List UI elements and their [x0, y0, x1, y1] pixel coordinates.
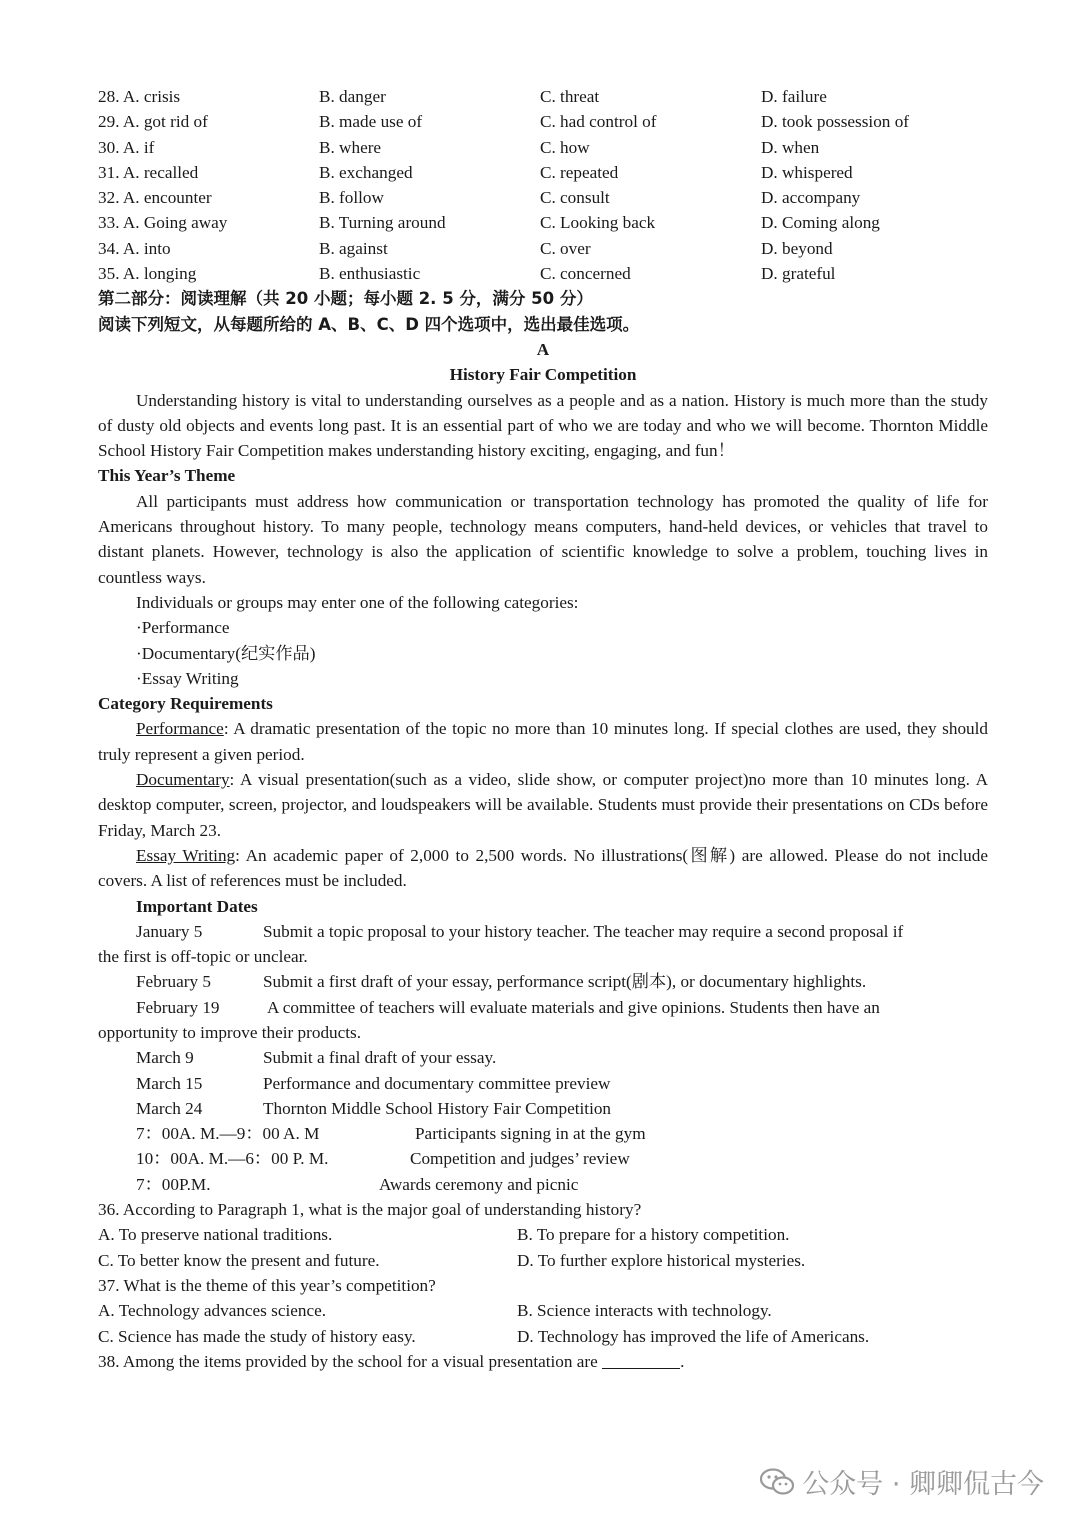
passage-title: History Fair Competition: [449, 365, 637, 385]
date-row: March 24 Thornton Middle School History Fair Competition: [136, 1098, 612, 1118]
date-row: February 19 A committee of teachers will evaluate materials and give opinions. Students then have an: [136, 997, 880, 1017]
option-row: 34. A. into B. against C. over D. beyond: [98, 238, 833, 258]
theme-paragraph: All participants must address how communication or transportation technology has promoted the quality of life for Americans throughout history. To many people, technology means computers, hand-held devices, or vehicles that travel to distant planets. However, technology is also the application of scientific knowledge to solve a problem, touching lives in countless ways.: [98, 491, 988, 587]
answer-option: A. Technology advances science.: [98, 1301, 327, 1321]
date-row: January 5 Submit a topic proposal to your history teacher. The teacher may require a second proposal if: [136, 921, 904, 941]
answer-option: B. Science interacts with technology.: [517, 1301, 772, 1321]
question-37-options: [98, 1324, 988, 1349]
cloze-options: [98, 84, 988, 286]
answer-option: D. To further explore historical mysteries.: [517, 1250, 806, 1270]
question-38-stem: 38. Among the items provided by the school for a visual presentation are .: [98, 1351, 685, 1371]
date-row-cont: opportunity to improve their products.: [98, 1022, 362, 1042]
requirement-essay: Essay Writing: An academic paper of 2,000 to 2,500 words. No illustrations(图解) are allowed. Please do not include covers. A list of references must be included.: [98, 845, 989, 891]
schedule-row: 10：00A. M.—6：00 P. M. Competition and judges’ review: [136, 1149, 630, 1169]
answer-blank: [602, 1351, 680, 1369]
schedule-row: 7：00A. M.—9：00 A. M Participants signing in at the gym: [136, 1124, 646, 1144]
section-instruction: 阅读下列短文，从每题所给的 A、B、C、D 四个选项中，选出最佳选项。: [98, 314, 640, 334]
category-item: ·Essay Writing: [136, 668, 239, 688]
answer-option: C. To better know the present and future.: [98, 1250, 380, 1270]
date-row: March 15 Performance and documentary committee preview: [136, 1073, 611, 1093]
wechat-icon: [760, 1468, 794, 1496]
category-item: ·Performance: [136, 618, 230, 638]
watermark: [760, 1462, 1044, 1501]
date-row: March 9 Submit a final draft of your essay.: [136, 1048, 497, 1068]
watermark-text: 公众号 · 卿卿侃古今: [802, 1469, 1044, 1500]
section-heading: 第二部分：阅读理解（共 20 小题；每小题 2. 5 分，满分 50 分）: [98, 289, 593, 309]
requirement-performance: Performance: A dramatic presentation of the topic no more than 10 minutes long. If special clothes are used, they should truly represent a given period.: [98, 719, 988, 764]
option-row: 30. A. if B. where C. how D. when: [98, 137, 820, 157]
answer-option: C. Science has made the study of history easy.: [98, 1326, 416, 1346]
date-row-cont: the first is off-topic or unclear.: [98, 947, 308, 967]
category-item: ·Documentary(纪实作品): [136, 643, 316, 663]
answer-option: B. To prepare for a history competition.: [517, 1225, 790, 1245]
question-36-stem: 36. According to Paragraph 1, what is the major goal of understanding history?: [98, 1200, 642, 1220]
answer-option: A. To preserve national traditions.: [98, 1225, 333, 1245]
exam-page: [98, 84, 988, 1374]
option-row: 32. A. encounter B. follow C. consult D. accompany: [98, 188, 861, 208]
question-37-options: [98, 1298, 988, 1323]
date-row: February 5 Submit a first draft of your essay, performance script(剧本), or documentary highlights.: [136, 972, 867, 992]
option-row: 31. A. recalled B. exchanged C. repeated D. whispered: [98, 162, 853, 182]
dates-heading: Important Dates: [136, 896, 258, 916]
option-row: 29. A. got rid of B. made use of C. had control of D. took possession of: [98, 112, 910, 132]
question-36-options: [98, 1222, 988, 1247]
theme-heading: This Year’s Theme: [98, 466, 236, 486]
passage-letter: A: [536, 339, 550, 359]
option-row: 33. A. Going away B. Turning around C. Looking back D. Coming along: [98, 213, 880, 233]
question-36-options: [98, 1248, 988, 1273]
option-row: 35. A. longing B. enthusiastic C. concerned D. grateful: [98, 264, 836, 284]
requirement-documentary: Documentary: A visual presentation(such as a video, slide show, or computer project)no more than 10 minutes long. A desktop computer, screen, projector, and loudspeakers will be available. Students must provide their presentations on CDs before Friday, March 23.: [98, 770, 988, 840]
question-37-stem: 37. What is the theme of this year’s competition?: [98, 1275, 436, 1295]
intro-paragraph: Understanding history is vital to understanding ourselves as a people and as a nation. History is much more than the study of dusty old objects and events long past. It is an essential part of who we are today and who we will become. Thornton Middle School History Fair Competition makes understanding history exciting, engaging, and fun！: [98, 390, 988, 461]
requirements-heading: Category Requirements: [98, 694, 273, 714]
schedule-row: 7：00P.M. Awards ceremony and picnic: [136, 1174, 579, 1194]
answer-option: D. Technology has improved the life of Americans.: [517, 1326, 870, 1346]
option-row: 28. A. crisis B. danger C. threat D. failure: [98, 87, 827, 106]
categories-intro: Individuals or groups may enter one of the following categories:: [136, 592, 579, 612]
